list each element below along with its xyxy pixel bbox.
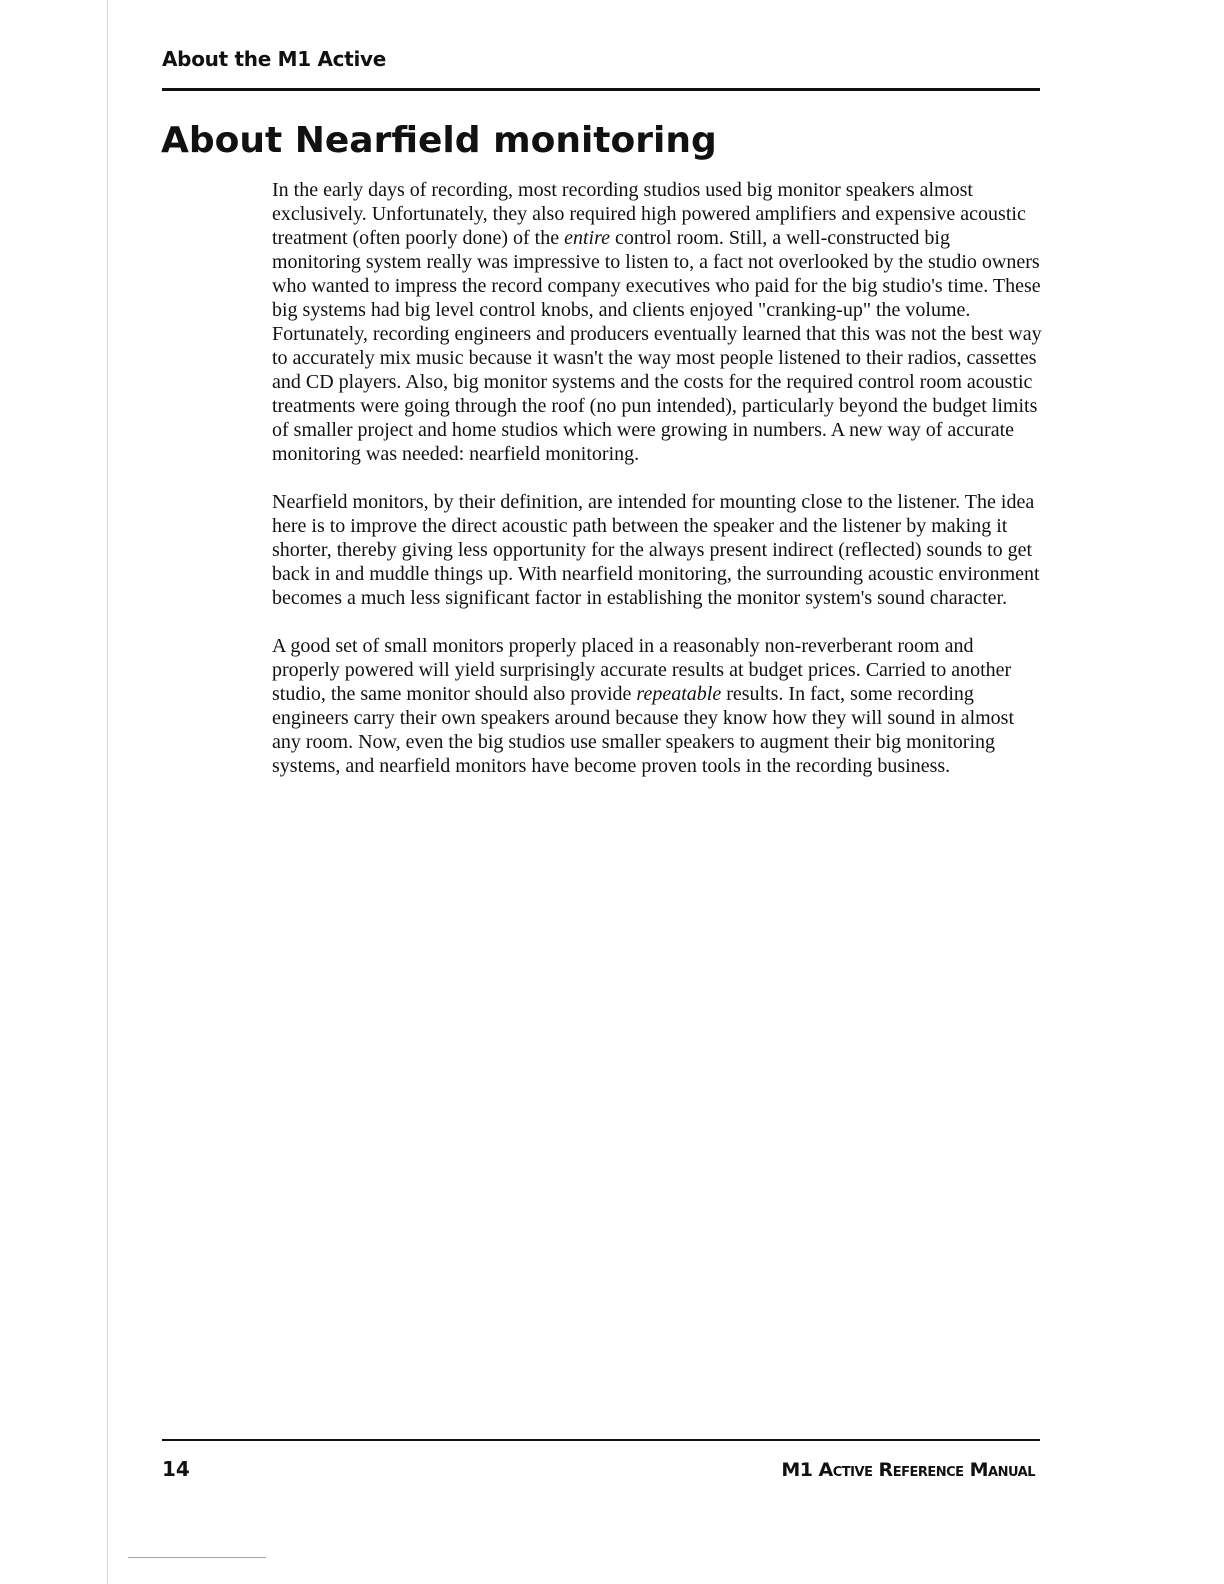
footer-manual-title: M1 Active Reference Manual	[781, 1459, 1035, 1481]
paragraph-3	[272, 634, 1042, 778]
paragraph-1	[272, 178, 1042, 466]
body-text	[272, 178, 1042, 802]
header-rule	[162, 88, 1040, 91]
paragraph-1-emphasis: entire	[564, 227, 611, 249]
scan-underline-mark	[128, 1557, 266, 1558]
paragraph-1-part-a: In the early days of recording, most recording studios used big monitor speakers almost exclusively. Unfortunately, they also required high powered amplifiers and expensive acoustic treatment (often poorly done) of the	[272, 179, 1026, 249]
paragraph-3-part-a: A good set of small monitors properly placed in a reasonably non-reverberant room and properly powered will yield surprisingly accurate results at budget prices. Carried to another studio, the same monitor should also provide	[272, 635, 1012, 705]
page-title: About Nearfield monitoring	[161, 120, 717, 161]
paragraph-3-part-b: results. In fact, some recording engineers carry their own speakers around because they know how they will sound in almost any room. Now, even the big studios use smaller speakers to augment their big monitoring systems, and nearfield monitors have become proven tools in the recording business.	[272, 683, 1015, 777]
page-number: 14	[162, 1457, 190, 1481]
paragraph-2: Nearfield monitors, by their definition, are intended for mounting close to the listener. The idea here is to improve the direct acoustic path between the speaker and the listener by making it shorter, thereby giving less opportunity for the always present indirect (reflected) sounds to get back in and muddle things up. With nearfield monitoring, the surrounding acoustic environment becomes a much less significant factor in establishing the monitor system's sound character.	[272, 491, 1040, 609]
running-header: About the M1 Active	[162, 47, 387, 71]
scan-page-edge	[107, 0, 108, 1584]
paragraph-1-part-b: control room. Still, a well-constructed big monitoring system really was impressive to listen to, a fact not overlooked by the studio owners who wanted to impress the record company executives who paid for the big studio's time. These big systems had big level control knobs, and clients enjoyed "cranking-up" the volume. Fortunately, recording engineers and producers eventually learned that this was not the best way to accurately mix music because it wasn't the way most people listened to their radios, cassettes and CD players. Also, big monitor systems and the costs for the required control room acoustic treatments were going through the roof (no pun intended), particularly beyond the budget limits of smaller project and home studios which were growing in numbers. A new way of accurate monitoring was needed: nearfield monitoring.	[272, 227, 1042, 465]
paragraph-3-emphasis: repeatable	[636, 683, 722, 705]
footer-rule	[162, 1439, 1040, 1441]
